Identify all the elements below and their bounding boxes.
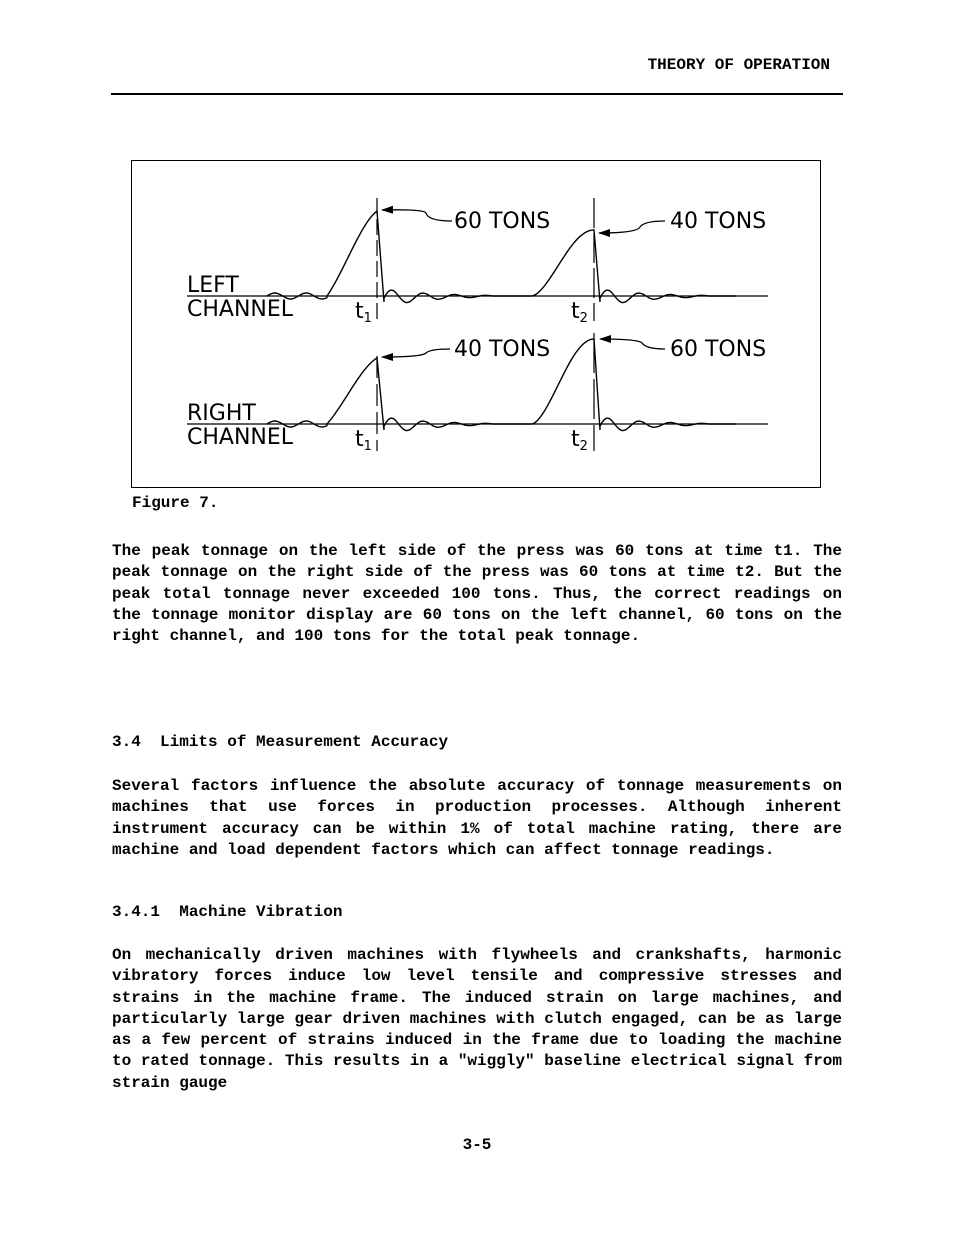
left-channel-label-line1: LEFT [187,273,239,298]
left-channel-t2-label: t2 [571,299,588,326]
section-heading-3-4-1: 3.4.1 Machine Vibration [112,903,343,921]
left-peak1-leader-arrow [382,210,452,221]
right-channel-label-line2: CHANNEL [187,425,294,450]
right-peak2-leader-arrow [600,339,665,349]
figure-caption: Figure 7. [132,494,219,512]
paragraph-peak-tonnage: The peak tonnage on the left side of the press was 60 tons at time t1. The peak tonnage on the right side of the press was 60 tons at time t2. But the peak total tonnage never exceeded 100 tons. Thus, the correct readings on the tonnage monitor display are 60 tons on the left channel, 60 tons on the right channel, and 100 tons for the total peak tonnage. [112,542,842,646]
right-channel-t2-label: t2 [571,427,588,454]
right-channel-label-line1: RIGHT [187,401,256,426]
tonnage-waveform-diagram [132,161,822,489]
left-channel-trace-group [187,198,768,326]
right-peak2-annotation: 60 TONS [670,337,767,362]
paragraph-measurement-accuracy: Several factors influence the absolute accuracy of tonnage measurements on machines that use forces in production processes. Although inherent instrument accuracy can be within 1% of total machine rating, there are machine and load dependent factors which can affect tonnage readings. [112,777,842,859]
left-peak1-annotation: 60 TONS [454,209,551,234]
paragraph-machine-vibration: On mechanically driven machines with flywheels and crankshafts, harmonic vibratory forces induce low level tensile and compressive stresses and strains in the machine frame. The induced strain on large machines, and particularly large gear driven machines with clutch engaged, can be as large as a few percent of strains induced in the frame due to loading the machine to rated tonnage. This results in a "wiggly" baseline electrical signal from strain gauge [112,946,842,1092]
page-number: 3-5 [462,1136,492,1154]
section-heading-3-4: 3.4 Limits of Measurement Accuracy [112,733,449,751]
left-channel-label-line2: CHANNEL [187,297,294,322]
header-rule [111,93,843,95]
left-channel-t1-label: t1 [355,299,372,326]
right-peak1-leader-arrow [382,349,450,357]
right-channel-trace-group [187,333,768,454]
right-channel-t1-label: t1 [355,427,372,454]
left-peak2-annotation: 40 TONS [670,209,767,234]
figure-7 [131,160,821,488]
running-header: THEORY OF OPERATION [647,56,830,74]
left-peak2-leader-arrow [599,221,665,233]
right-peak1-annotation: 40 TONS [454,337,551,362]
